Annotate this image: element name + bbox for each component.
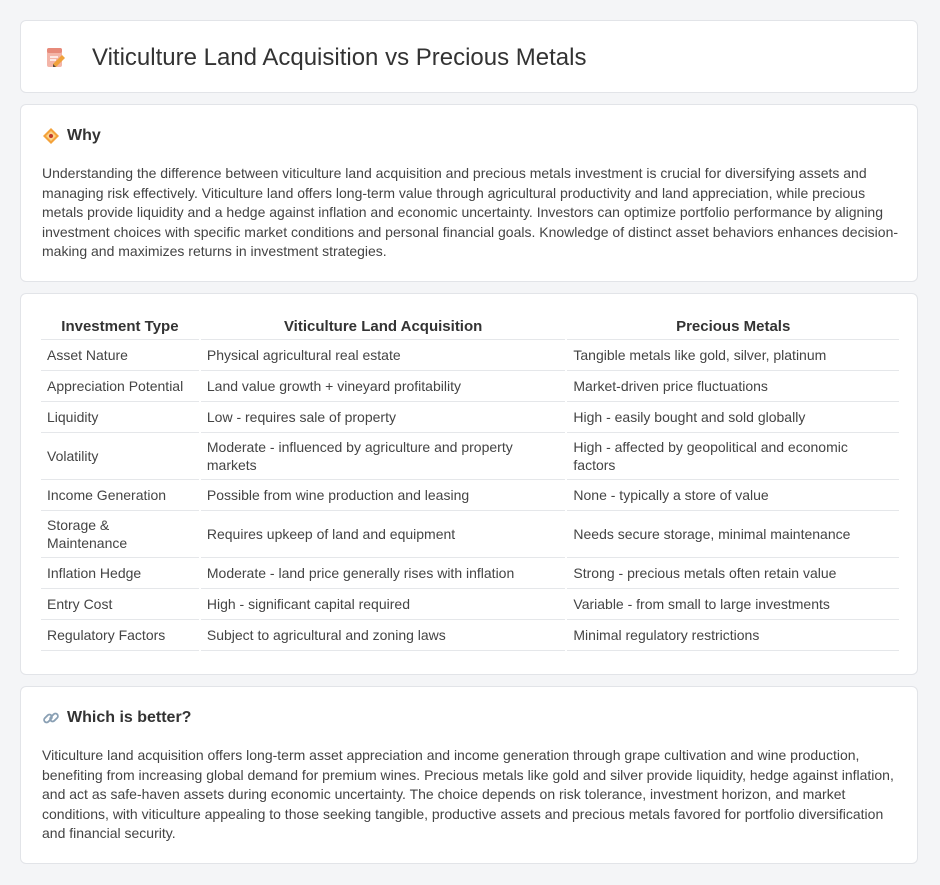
table-cell: Subject to agricultural and zoning laws <box>200 620 567 651</box>
table-cell: Liquidity <box>41 402 200 433</box>
table-cell: Asset Nature <box>41 340 200 371</box>
table-cell: Tangible metals like gold, silver, platinum <box>566 340 899 371</box>
table-cell: Inflation Hedge <box>41 558 200 589</box>
column-header: Viticulture Land Acquisition <box>200 314 567 340</box>
which-is-better-section <box>20 686 918 864</box>
table-row <box>41 558 899 589</box>
why-heading-row <box>42 125 101 147</box>
table-row <box>41 589 899 620</box>
document-pencil-icon <box>45 46 67 70</box>
table-cell: High - easily bought and sold globally <box>566 402 899 433</box>
column-header: Investment Type <box>41 314 200 340</box>
table-cell: Regulatory Factors <box>41 620 200 651</box>
table-cell: Minimal regulatory restrictions <box>566 620 899 651</box>
why-heading: Why <box>67 127 101 144</box>
table-cell: Moderate - land price generally rises with inflation <box>200 558 567 589</box>
table-row <box>41 340 899 371</box>
column-header: Precious Metals <box>566 314 899 340</box>
table-row <box>41 402 899 433</box>
table-cell: Market-driven price fluctuations <box>566 371 899 402</box>
why-section <box>20 104 918 282</box>
page-title: Viticulture Land Acquisition vs Precious Metals <box>92 44 587 71</box>
table-cell: Strong - precious metals often retain value <box>566 558 899 589</box>
table-cell: Possible from wine production and leasing <box>200 480 567 511</box>
table-cell: Requires upkeep of land and equipment <box>200 511 567 558</box>
table-cell: Income Generation <box>41 480 200 511</box>
comparison-card <box>20 293 918 675</box>
table-cell: Volatility <box>41 433 200 480</box>
table-row <box>41 433 899 480</box>
table-cell: High - affected by geopolitical and economic factors <box>566 433 899 480</box>
table-row <box>41 371 899 402</box>
diamond-icon <box>42 127 60 145</box>
table-row <box>41 620 899 651</box>
table-cell: Variable - from small to large investments <box>566 589 899 620</box>
title-card <box>20 20 918 93</box>
better-heading-row <box>42 707 191 729</box>
table-row <box>41 480 899 511</box>
table-cell: Appreciation Potential <box>41 371 200 402</box>
table-cell: Entry Cost <box>41 589 200 620</box>
better-heading: Which is better? <box>67 709 192 726</box>
table-cell: Land value growth + vineyard profitability <box>200 371 567 402</box>
comparison-table <box>41 314 899 651</box>
table-row <box>41 511 899 558</box>
table-cell: High - significant capital required <box>200 589 567 620</box>
table-cell: Needs secure storage, minimal maintenance <box>566 511 899 558</box>
table-cell: Low - requires sale of property <box>200 402 567 433</box>
why-body: Understanding the difference between viticulture land acquisition and precious metals investment is crucial for diversifying assets and managing risk effectively. Viticulture land offers long-term value through agricultural productivity and land appreciation, while precious metals provide liquidity and a hedge against inflation and economic uncertainty. Investors can optimize portfolio performance by aligning investment choices with specific market conditions and personal financial goals. Knowledge of distinct asset behaviors enhances decision-making and maximizes returns in investment strategies. <box>42 165 899 260</box>
table-cell: Storage & Maintenance <box>41 511 200 558</box>
table-header-row <box>41 314 899 340</box>
table-cell: None - typically a store of value <box>566 480 899 511</box>
link-icon <box>42 709 60 727</box>
table-cell: Physical agricultural real estate <box>200 340 567 371</box>
better-body: Viticulture land acquisition offers long-term asset appreciation and income generation through grape cultivation and wine production, benefiting from increasing global demand for premium wines. Precious metals like gold and silver provide liquidity, hedge against inflation, and act as safe-haven assets during economic uncertainty. The choice depends on risk tolerance, investment horizon, and market conditions, with viticulture appealing to those seeking tangible, productive assets and precious metals favored for portfolio diversification and financial security. <box>42 747 894 842</box>
table-cell: Moderate - influenced by agriculture and property markets <box>200 433 567 480</box>
